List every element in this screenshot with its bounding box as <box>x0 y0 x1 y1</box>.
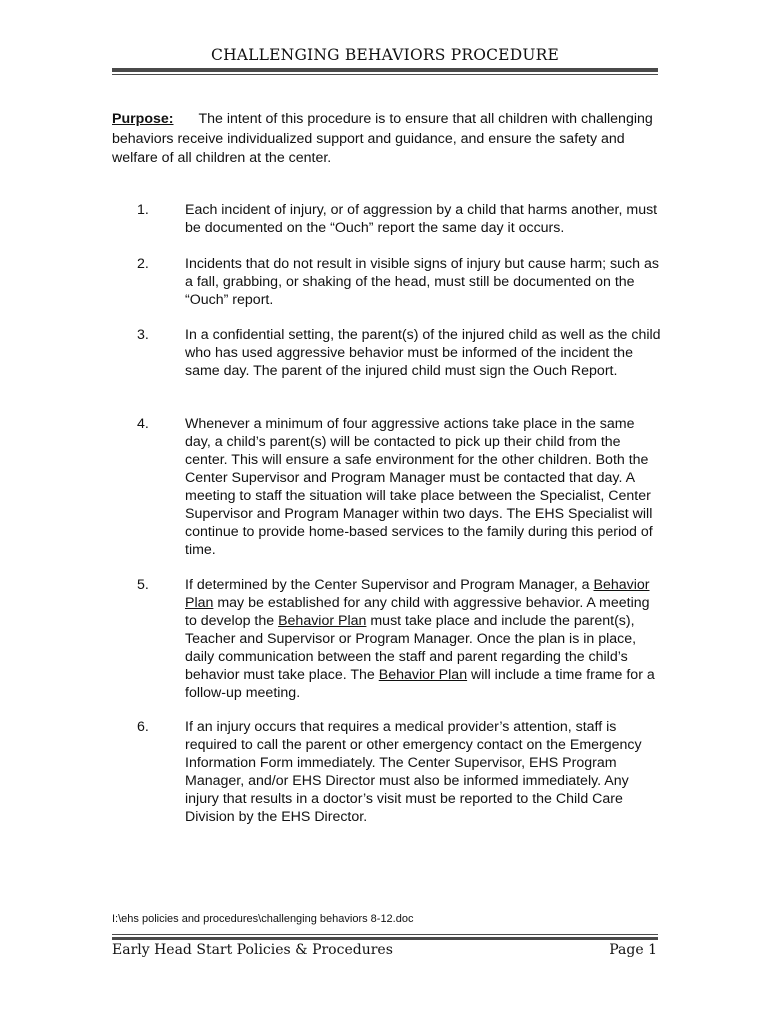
file-path: I:\ehs policies and procedures\challenging behaviors 8-12.doc <box>112 913 414 925</box>
footer-divider <box>112 937 658 940</box>
footer-divider-thin <box>112 934 658 935</box>
item-text: In a confidential setting, the parent(s) of the injured child as well as the child who has used aggressive behavior must be informed of the incident the same day. The parent of the injured child must sign the Ouch Report. <box>185 327 661 379</box>
list-item <box>112 326 662 380</box>
behavior-plan-link: Behavior Plan <box>185 577 650 611</box>
list-item <box>112 415 662 559</box>
list-item <box>112 576 662 702</box>
item-text: If an injury occurs that requires a medical provider’s attention, staff is required to call the parent or other emergency contact on the Emergency Information Form immediately. The Center Supervisor, EHS Program Manager, and/or EHS Director must also be informed immediately. Any injury that results in a doctor’s visit must be reported to the Child Care Division by the EHS Director. <box>185 719 642 825</box>
item-number: 2. <box>137 256 149 272</box>
behavior-plan-link: Behavior Plan <box>378 667 468 683</box>
page-title: CHALLENGING BEHAVIORS PROCEDURE <box>211 46 559 64</box>
purpose-paragraph <box>112 110 658 169</box>
footer-title: Early Head Start Policies & Procedures <box>112 942 393 958</box>
page-number: Page 1 <box>609 942 657 958</box>
item-number: 1. <box>137 202 149 218</box>
item-text: If determined by the Center Supervisor and Program Manager, a Behavior Plan may be established for any child with aggressive behavior. A meeting to develop the Behavior Plan must take place and include the parent(s), Teacher and Supervisor or Program Manager. Once the plan is in place, daily communication between the staff and parent regarding the child’s behavior must take place. The Behavior Plan will include a time frame for a follow-up meeting. <box>185 577 655 701</box>
purpose-text: The intent of this procedure is to ensure that all children with challenging behaviors receive individualized support and guidance, and ensure the safety and welfare of all children at the center. <box>112 111 653 166</box>
item-text: Whenever a minimum of four aggressive actions take place in the same day, a child’s parent(s) will be contacted to pick up their child from the center. This will ensure a safe environment for the other children. Both the Center Supervisor and Program Manager must be contacted that day. A meeting to staff the situation will take place between the Specialist, Center Supervisor and Program Manager within two days. The EHS Specialist will continue to provide home-based services to the family during this period of time. <box>185 416 653 558</box>
header-divider <box>112 68 658 72</box>
list-item <box>112 201 662 237</box>
behavior-plan-link: Behavior Plan <box>278 613 367 629</box>
purpose-label: Purpose: <box>112 111 174 127</box>
list-item <box>112 255 662 309</box>
item-number: 6. <box>137 719 149 735</box>
item-number: 5. <box>137 577 149 593</box>
item-text: Each incident of injury, or of aggression by a child that harms another, must be documented on the “Ouch” report the same day it occurs. <box>185 202 658 236</box>
item-number: 4. <box>137 416 149 432</box>
list-item <box>112 718 662 826</box>
header-divider-thin <box>112 74 658 75</box>
item-number: 3. <box>137 327 149 343</box>
item-text: Incidents that do not result in visible signs of injury but cause harm; such as a fall, grabbing, or shaking of the head, must still be documented on the “Ouch” report. <box>185 256 659 308</box>
